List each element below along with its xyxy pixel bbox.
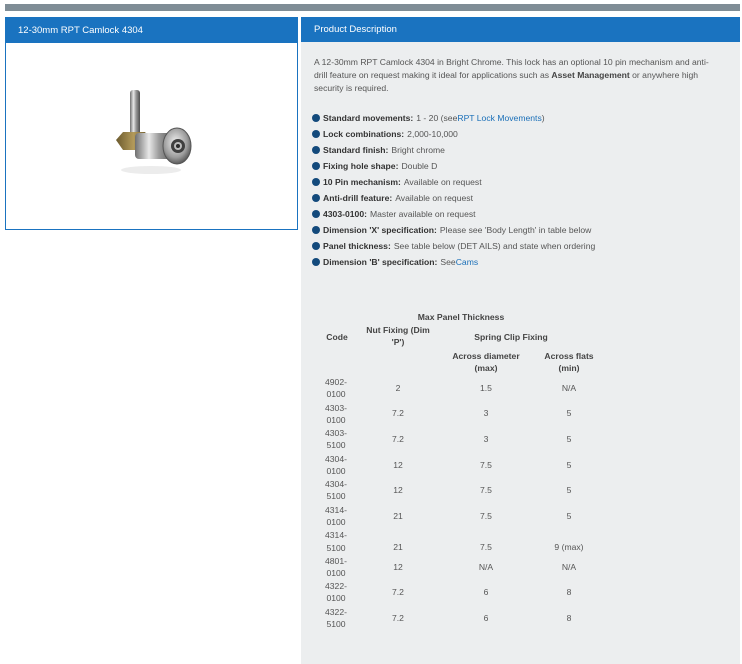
bullet-icon (312, 114, 320, 122)
intro-paragraph: A 12-30mm RPT Camlock 4304 in Bright Chrome. This lock has an optional 10 pin mechanism and anti-drill feature on request making it ideal for applications such as Asset Management or anywhere high security is required. (314, 57, 709, 93)
nut-fixing-header-2: 'P') (391, 337, 405, 347)
intro-bold: Asset Management (551, 70, 630, 80)
product-image-panel (5, 17, 298, 230)
across-flats-header-1: Across flats (544, 351, 594, 361)
top-bar (5, 4, 740, 11)
bullet-icon (312, 242, 320, 250)
across-diameter-header-2: (max) (474, 363, 498, 373)
bullet-icon (312, 194, 320, 202)
bullet-icon (312, 258, 320, 266)
bullet-icon (312, 178, 320, 186)
camlock-image (111, 88, 201, 208)
bullet-icon (312, 130, 320, 138)
nut-fixing-header-1: Nut Fixing (Dim (366, 325, 430, 335)
bullet-icon (312, 226, 320, 234)
product-description-panel: Product Description A 12-30mm RPT Camlock 4304 in Bright Chrome. This lock has an optional 10 pin mechanism and anti-drill feature on request making it ideal for applications such as Asset Management or anywhere high security is required. Standard movements: 1 - 20 (see RPT Lock Movements ) Lock combinations: 2,000-10,000 Standard finish: Bright chrome Fixing hole shape: Double D 10 Pin mechanism: Available on request Anti-drill feature: Available on request 4303-0100: Master available on request Dimension 'X' specification: Please see 'Body Length' in table below Panel thickness: See table below (DET AILS) and state when ordering Dimension 'B' specification: See Cams Max Panel Thickness Code Nut Fixing (Dim 'P') Spring Clip Fixing Across diameter (max) Across flats (min) 4902- 0100 2 1.5 N/A 4303- 0100 7.2 3 5 4303- 5100 7.2 3 5 4304- 0100 12 7.5 5 4304- 5100 12 7.5 5 4314- 0100 21 7.5 5 4314- 5100 21 7.5 9 (max) 4801- 0100 12 N/A N/A 4322- 0100 7.2 6 8 4322- 5100 7.2 6 8 (301, 17, 740, 664)
list-item: Standard finish: Bright chrome (312, 142, 740, 158)
list-item: Dimension 'X' specification: Please see 'Body Length' in table below (312, 222, 740, 238)
list-item: Standard movements: 1 - 20 (see RPT Lock Movements ) (312, 110, 740, 126)
across-diameter-header-1: Across diameter (452, 351, 520, 361)
bullet-icon (312, 162, 320, 170)
bullet-icon (312, 210, 320, 218)
bullet-icon (312, 146, 320, 154)
list-item: Dimension 'B' specification: See Cams (312, 254, 740, 270)
code-header: Code (326, 332, 348, 342)
list-item: 4303-0100: Master available on request (312, 206, 740, 222)
list-item: Fixing hole shape: Double D (312, 158, 740, 174)
description-title: Product Description (301, 17, 740, 42)
list-item: 10 Pin mechanism: Available on request (312, 174, 740, 190)
list-item: Lock combinations: 2,000-10,000 (312, 126, 740, 142)
product-title: 12-30mm RPT Camlock 4304 (6, 18, 297, 43)
spring-clip-header: Spring Clip Fixing (474, 332, 548, 342)
across-flats-header-2: (min) (558, 363, 580, 373)
max-panel-thickness-header: Max Panel Thickness (417, 312, 505, 322)
spec-list (312, 110, 740, 270)
list-item: Anti-drill feature: Available on request (312, 190, 740, 206)
rpt-lock-movements-link[interactable]: RPT Lock Movements (457, 113, 542, 123)
cams-link[interactable]: Cams (455, 257, 479, 267)
list-item: Panel thickness: See table below (DET AILS) and state when ordering (312, 238, 740, 254)
